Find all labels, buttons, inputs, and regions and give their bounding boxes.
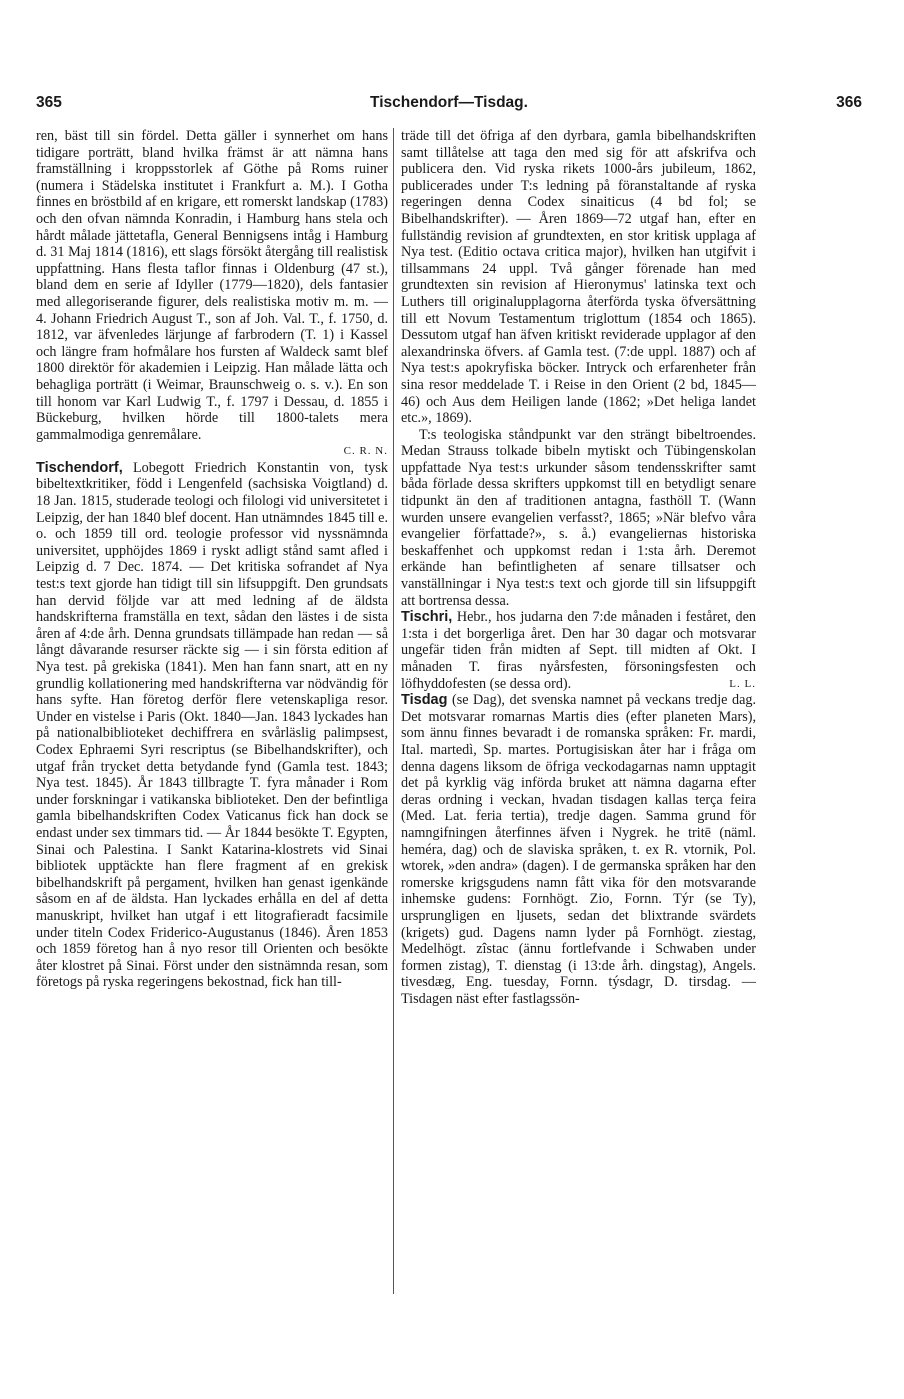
headword: Tischri, [401, 609, 453, 626]
article-body: Lobegott Friedrich Konstantin von, tysk bibeltextkritiker, född i Lengenfeld (sachsiska Voigtland) d. 18 Jan. 1815, studerade teologi och filologi vid universitetet i Leipzig, der han 1840 blef docent. Han utnämndes 1845 till e. o. och 1859 till ord. teologie professor vid nyssnämnda universitet, upphöjdes 1869 i ryskt adligt stånd samt afled i Leipzig d. 7 Dec. 1874. — Det kritiska sofrandet af Nya test:s text gjorde han tidigt till sin lifsuppgift. Den grundsats han dervid följde var att med ledning af de äldsta handskrifterna framställa en text, sådan den lästes i de sista åren af 4:de årh. Denna grundsats tillämpade han redan — så långt dåvarande resurser räckte sig — i sin första edition af Nya test. på grekiska (1841). Men han fann snart, att en ny grundlig kollationering med handskrifterna var nödvändig för hans syfte. Han företog derför flere vetenskapliga resor. Under en vistelse i Paris (Okt. 1840—Jan. 1843 lyckades han på nationalbiblioteket dechiffrera en svårläslig palimpsest, Codex Ephraemi Syri rescriptus (se Bibelhandskrifter), och utgaf från trycket detta betydande fynd (Gamla test. 1843; Nya test. 1845). År 1843 tillbragte T. fyra månader i Rom under forskningar i vatikanska biblioteket. Den der befintliga gamla bibelhandskriften Codex Vaticanus fick han dock se endast under sex timmars tid. — År 1844 besökte T. Egypten, Sinai och Palestina. I Sankt Katarina-klostrets vid Sinai bibliotek upptäckte han flere fragment af en grekisk bibelhandskrift på pergament, hvilken han genast igenkände såsom en af de äldsta. Han lyckades erhålla en del af detta manuskript, hvilket han utgaf i ett litografieradt facsimile under titeln Codex Friderico-Augustanus (1846). Åren 1853 och 1859 företog han å nyo resor till Orienten och besökte åter klostret på Sinai. Först under den sistnämnda resan, som företogs på ryska regeringens bekostnad, fick han till- [36, 459, 388, 991]
article-tischendorf [36, 460, 388, 991]
running-title: Tischendorf—Tisdag. [370, 94, 528, 111]
page-number-left: 365 [36, 94, 62, 111]
column-divider [393, 128, 394, 1294]
article-body: Hebr., hos judarna den 7:de månaden i feståret, den 1:sta i det borgerliga året. Den har 30 dagar och motsvarar ungefär tiden från midten af Sept. till midten af Okt. I månaden T. firas nyårsfesten, försoningsfesten och löfhyddofesten (se dessa ord). [401, 609, 756, 692]
right-column [401, 128, 756, 1007]
headword: Tisdag [401, 692, 448, 709]
article-tischri [401, 609, 756, 692]
article-body: (se Dag), det svenska namnet på veckans tredje dag. Det motsvarar romarnas Martis dies (efter planeten Mars), som ännu finnes bevaradt i de romanska språken: Fr. mardi, Ital. martedì, Sp. martes. Portugisiskan åter har i fråga om denna dagens liksom de öfriga veckodagarnas namn upptagit det på kyrklig väg införda bruket att nämna dagarna efter deras ordning i veckan, hvadan tisdagen kallas terça feira (Med. Lat. feria tertia), tredje dagen. Samma grund för namngifningen återfinnes äfven i Nygrek. he tritē (näml. heméra, dag) och de slaviska språken, t. ex R. vtornik, Pol. wtorek, »den andra» (dagen). I de germanska språken har den romerske krigsgudens namn fått vika för den motsvarande inhemske gudens: Fornhögt. Zio, Fornn. Týr (se Ty), ursprungligen en ljusets, sedan det blixtrande svärdets (krigets) gud. Dagens namn lyder på Fornhögt. ziestag, Medelhögt. zîstac (ännu fortlefvande i Schwaben under formen zistag), T. dienstag (i 13:de årh. dingstag), Angels. tivesdæg, Eng. tuesday, Fornn. týsdagr, D. tirsdag. — Tisdagen näst efter fastlagssön- [401, 692, 757, 1007]
page-number-right: 366 [836, 94, 862, 111]
article-paragraph: T:s teologiska ståndpunkt var den strängt bibeltroendes. Medan Strauss tolkade bibeln mytiskt och Tübingenskolan uppfattade Nya test:s urkunder såsom tendensskrifter samt båda förlade dessa skrifters uppkomst till en betydligt senare tidpunkt än den af traditionen antagna, fasthöll T. (Wann wurden unsere evangelien verfasst?, 1865; »När blefvo våra evangelier författade?», s. å.) evangeliernas historiska beskaffenhet och uppkomst redan i 1:sta årh. Deremot erkände han befintligheten af senare tillsatser och vanställningar i Nya test:s text och gjorde till sin lifsuppgift att bortrensa dessa. [401, 426, 756, 609]
left-column [36, 128, 388, 991]
article-tisdag [401, 692, 756, 1007]
headword: Tischendorf, [36, 459, 123, 476]
author-signature: C. R. N. [343, 445, 388, 458]
article-continuation: träde till det öfriga af den dyrbara, gamla bibelhandskriften samt tillåtelse att taga den med sig för att afskrifva och publicera den. Vid ryska rikets 1000-års jubileum, 1862, publicerades under T:s ledning på föranstaltande af ryska regeringen denna Codex sinaiticus (4 bd fol; se Bibelhandskrifter). — Åren 1869—72 utgaf han, efter en fullständig revision af grundtexten, en stor kritisk upplaga af Nya test. (Editio octava critica major), hvilken han utgifvit i tillsammans 24 uppl. Två gånger förenade han med grundtexten sin revision af Hieronymus' latinska text och Luthers till originalupplagorna återförda tyska öfversättning till ett Novum Testamentum triglottum (1854 och 1865). Dessutom utgaf han äfven kritiskt reviderade upplagor af den alexandrinska öfvers. af Gamla test. (7:de uppl. 1887) och af Nya test:s apokryfiska böcker. Intryck och erfarenheter från sina resor meddelade T. i Reise in den Orient (2 bd, 1845—46) och Aus dem Heiligen lande (1862; »Det heliga landet etc.», 1869). [401, 128, 756, 427]
article-continuation: ren, bäst till sin fördel. Detta gäller i synnerhet om hans tidigare porträtt, bland hvilka främst är att nämna hans framställning i kroppsstorlek af Göthe på Roms ruiner (numera i Städelska institutet i Frankfurt a. M.). I Gotha finnes en bröstbild af en krigare, ett romerskt landskap (1783) och den ofvan nämnda Konradin, i Hamburg hans stela och hårdt målade jättetafla, General Bennigsens intåg i Hamburg d. 31 Maj 1814 (1816), ett slags försökt återgång till realistisk uppfattning. Hans flesta taflor finnas i Oldenburg (47 st.), bland dem en serie af Idyller (1779—1820), dels fantasier med allegoriserande figurer, dels realistiska motiv m. m. — 4. Johann Friedrich August T., son af Joh. Val. T., f. 1750, d. 1812, var äfvenledes lärjunge af farbrodern (T. 1) i Kassel och längre fram hofmålare hos fursten af Waldeck samt blef 1800 direktör för akademien i Leipzig. Han målade lätta och behagliga porträtt (i Weimar, Braunschweig o. s. v.). En son till honom var Karl Ludwig T., f. 1797 i Dessau, d. 1855 i Bückeburg, hvilken hörde till 1800-talets mera gammalmodiga genremålare. [36, 128, 388, 443]
page-header [36, 94, 862, 116]
author-signature: L. L. [729, 677, 756, 690]
